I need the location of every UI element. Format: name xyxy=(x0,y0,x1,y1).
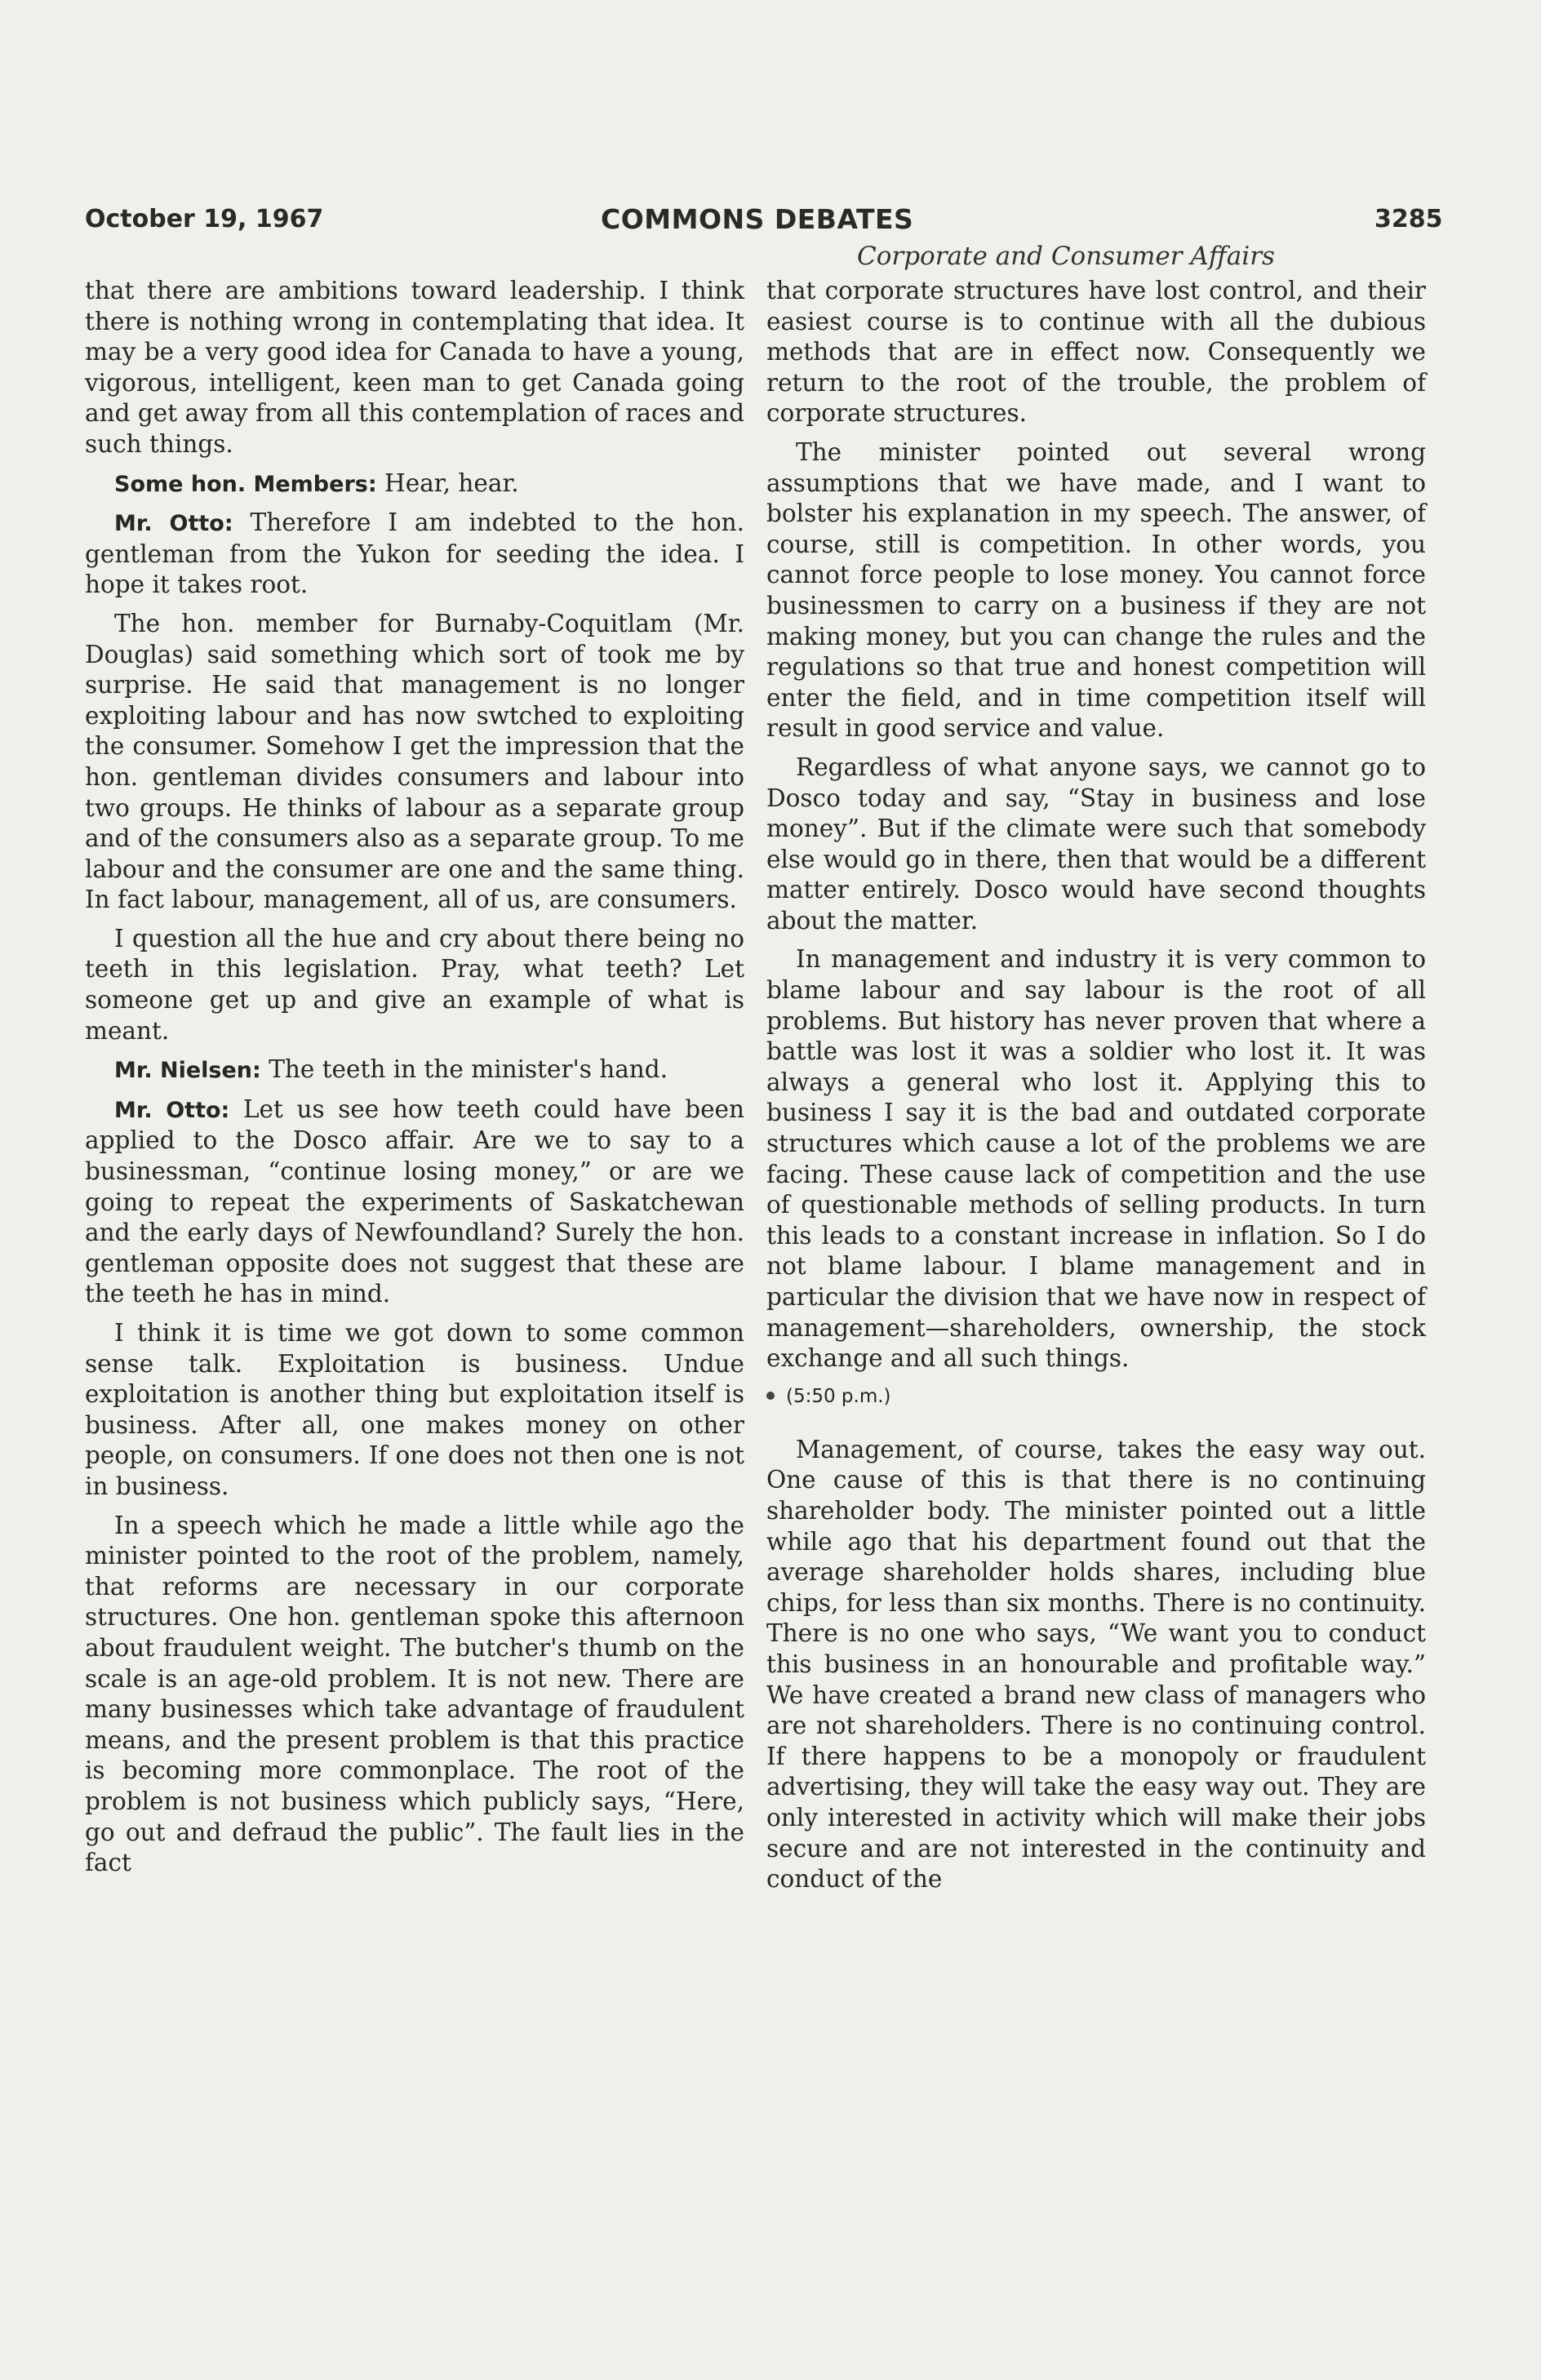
paragraph: In a speech which he made a little while ago the minister pointed to the root of the problem, namely, that reforms are necessary in our corporate structures. One hon. gentleman spoke this afternoon about fraudulent weight. The butcher's thumb on the scale is an age-old problem. It is not new. There are many businesses which take advantage of fraudulent means, and the present problem is that this practice is becoming more commonplace. The root of the problem is not business which publicly says, “Here, go out and defraud the public”. The fault lies in the fact xyxy=(85,1511,744,1877)
speech-paragraph xyxy=(85,1095,744,1310)
timestamp-text: (5:50 p.m.) xyxy=(786,1385,891,1407)
paragraph: The hon. member for Burnaby-Coquitlam (Mr. Douglas) said something which sort of took me by surprise. He said that management is no longer exploiting labour and has now swtched to exploiting the consumer. Somehow I get the impression that the hon. gentleman divides consumers and labour into two groups. He thinks of labour as a separate group and of the consumers also as a separate group. To me labour and the consumer are one and the same thing. In fact labour, management, all of us, are consumers. xyxy=(85,609,744,914)
paragraph: I think it is time we got down to some common sense talk. Exploitation is business. Undue exploitation is another thing but exploitation itself is business. After all, one makes money on other people, on consumers. If one does not then one is not in business. xyxy=(85,1319,744,1500)
speech-text: Hear, hear. xyxy=(376,468,519,497)
speech-paragraph xyxy=(85,508,744,601)
paragraph: that there are ambitions toward leadership. I think there is nothing wrong in contemplating that idea. It may be a very good idea for Canada to have a young, vigorous, intelligent, keen man to get Canada going and get away from all this contemplation of races and such things. xyxy=(85,277,744,458)
bullet-icon xyxy=(766,1392,775,1400)
speaker-name: Mr. Otto: xyxy=(114,1097,230,1123)
header-title: COMMONS DEBATES xyxy=(601,203,914,235)
speech-paragraph xyxy=(85,1055,744,1086)
paragraph: that corporate structures have lost control, and their easiest course is to continue with all the dubious methods that are in effect now. Consequently we return to the root of the trouble, the problem of corporate structures. xyxy=(766,277,1426,428)
speech-paragraph xyxy=(85,468,744,500)
paragraph: The minister pointed out several wrong assumptions that we have made, and I want to bolster his explanation in my speech. The answer, of course, still is competition. In other words, you cannot force people to lose money. You cannot force businessmen to carry on a business if they are not making money, but you can change the rules and the regulations so that true and honest competition will enter the field, and in time competition itself will result in good service and value. xyxy=(766,437,1426,743)
speech-text: Let us see how teeth could have been applied to the Dosco affair. Are we to say to a businessman, “continue losing money,” or are we going to repeat the experiments of Saskatchewan and the early days of Newfoundland? Surely the hon. gentleman opposite does not suggest that these are the teeth he has in mind. xyxy=(85,1095,745,1308)
speaker-name: Mr. Otto: xyxy=(114,511,233,537)
paragraph: I question all the hue and cry about there being no teeth in this legislation. Pray, what teeth? Let someone get up and give an example of what is meant. xyxy=(85,924,744,1045)
speech-text: Therefore I am indebted to the hon. gentleman from the Yukon for seeding the idea. I hope it takes root. xyxy=(85,508,744,599)
timestamp xyxy=(766,1383,1426,1410)
left-column xyxy=(85,276,744,1887)
right-column xyxy=(766,276,1426,1903)
header-date: October 19, 1967 xyxy=(85,205,324,233)
paragraph: In management and industry it is very common to blame labour and say labour is the root of all problems. But history has never proven that where a battle was lost it was a soldier who lost it. It was always a general who lost it. Applying this to business I say it is the bad and outdated corporate structures which cause a lot of the problems we are facing. These cause lack of competition and the use of questionable methods of selling products. In turn this leads to a constant increase in inflation. So I do not blame labour. I blame management and in particular the division that we have now in respect of management—shareholders, ownership, the stock exchange and all such things. xyxy=(766,945,1426,1373)
speaker-name: Mr. Nielsen: xyxy=(114,1058,261,1084)
header-page-number: 3285 xyxy=(1374,205,1443,233)
paragraph: Management, of course, takes the easy way out. One cause of this is that there is no continuing shareholder body. The minister pointed out a little while ago that his department found out that the average shareholder holds shares, including blue chips, for less than six months. There is no continuity. There is no one who says, “We want you to conduct this business in an honourable and profitable way.” We have created a brand new class of managers who are not shareholders. There is no continuing control. If there happens to be a monopoly or fraudulent advertising, they will take the easy way out. They are only interested in activity which will make their jobs secure and are not interested in the continuity and conduct of the xyxy=(766,1435,1426,1894)
paragraph: Regardless of what anyone says, we cannot go to Dosco today and say, “Stay in business and lose money”. But if the climate were such that somebody else would go in there, then that would be a different matter entirely. Dosco would have second thoughts about the matter. xyxy=(766,753,1426,935)
speaker-name: Some hon. Members: xyxy=(114,471,377,497)
section-heading: Corporate and Consumer Affairs xyxy=(857,242,1275,271)
speech-text: The teeth in the minister's hand. xyxy=(260,1055,668,1084)
